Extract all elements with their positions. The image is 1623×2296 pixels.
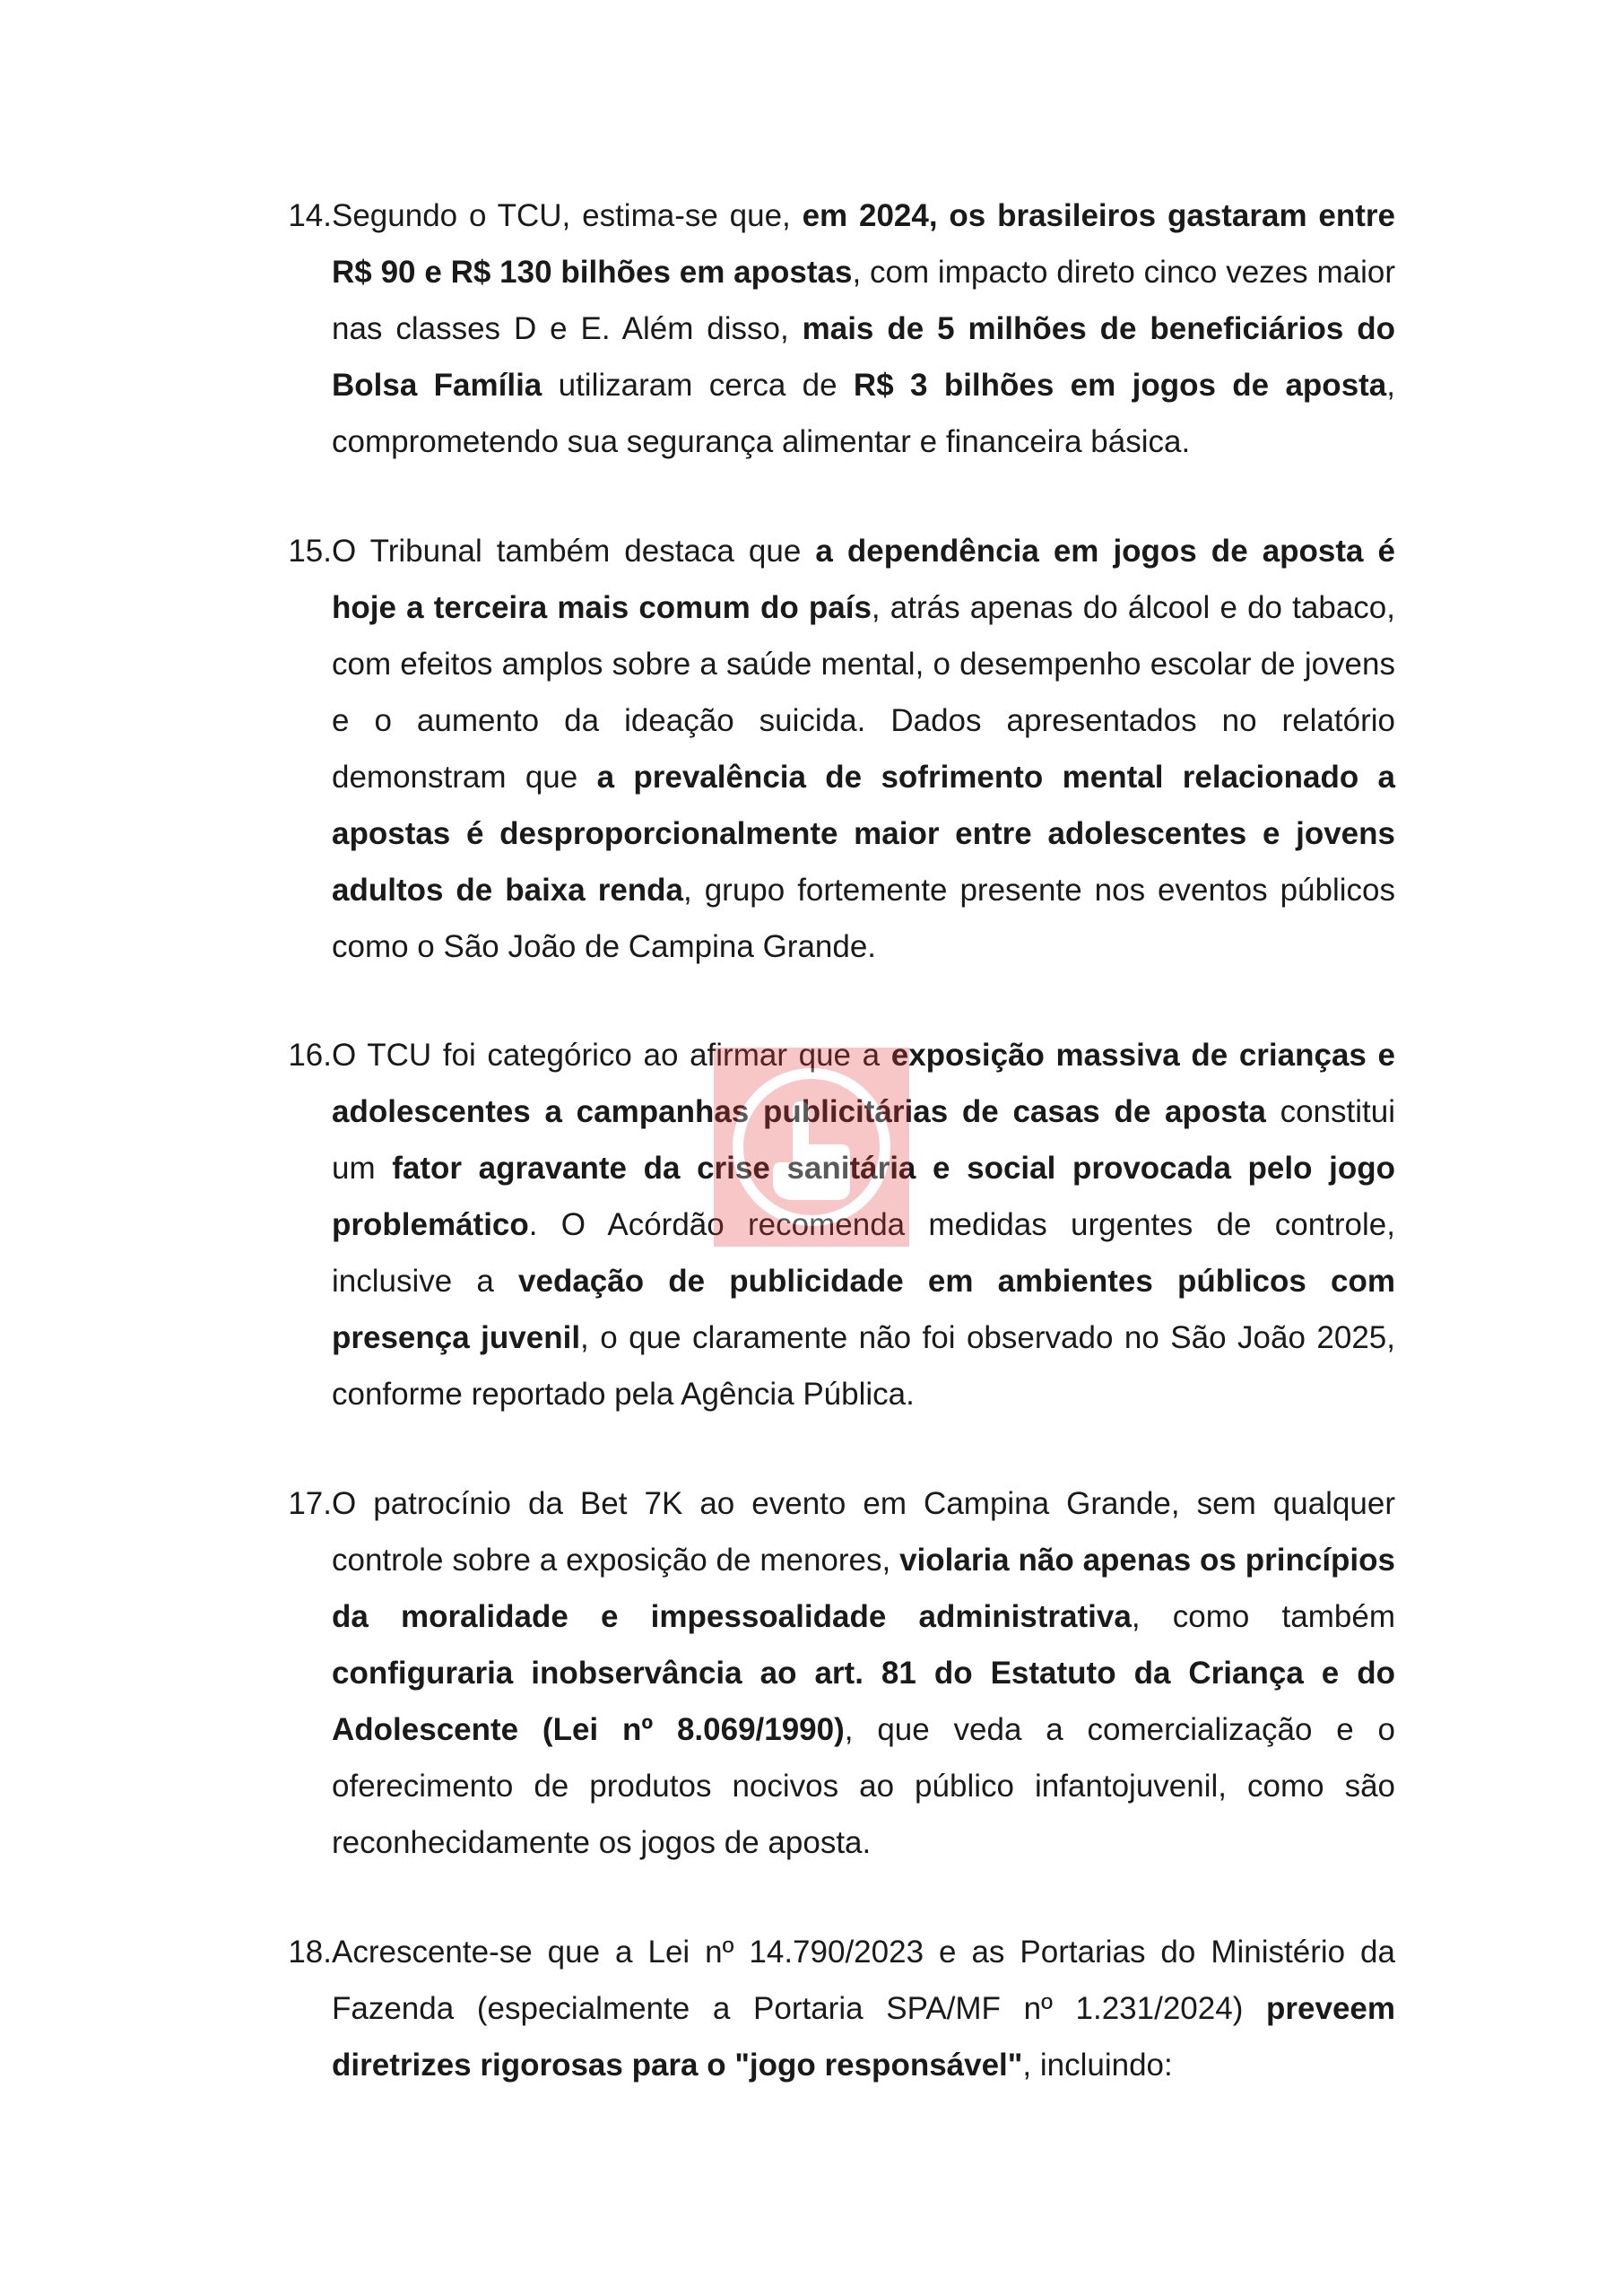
text-segment: , atrás apenas do álcool e do tabaco, com efeitos amplos sobre a saúde mental, o desempenho escolar de jovens e o aumento da ideação suicida. Dados apresentados no relatório demonstram que: [332, 590, 1395, 795]
text-segment: constitui um: [332, 1094, 1395, 1186]
paragraph-text: [332, 1475, 1395, 1871]
bold-segment: configuraria inobservância ao art. 81 do Estatuto da Criança e do Adolescente (Lei nº 8.069/1990): [332, 1656, 1395, 1747]
bold-segment: em 2024, os brasileiros gastaram entre R$ 90 e R$ 130 bilhões em apostas: [332, 198, 1395, 290]
paragraph-text: [332, 1027, 1395, 1422]
paragraph-text: [332, 523, 1395, 975]
text-segment: , grupo fortemente presente nos eventos públicos como o São João de Campina Grande.: [332, 873, 1396, 964]
bold-segment: preveem diretrizes rigorosas para o "jogo responsável": [332, 1991, 1395, 2083]
bold-segment: R$ 3 bilhões em jogos de aposta: [853, 368, 1387, 403]
bold-segment: violaria não apenas os princípios da moralidade e impessoalidade administrativa: [332, 1543, 1395, 1634]
text-segment: O patrocínio da Bet 7K ao evento em Campina Grande, sem qualquer controle sobre a exposição de menores,: [332, 1486, 1395, 1578]
text-segment: , com impacto direto cinco vezes maior nas classes D e E. Além disso,: [332, 255, 1395, 346]
paragraph-number: 17.: [288, 1486, 332, 1521]
text-segment: Segundo o TCU, estima-se que,: [332, 198, 803, 233]
text-segment: , como também: [1131, 1599, 1395, 1634]
text-segment: utilizaram cerca de: [542, 368, 854, 403]
text-segment: , o que claramente não foi observado no São João 2025, conforme reportado pela Agência Pública.: [332, 1320, 1395, 1412]
text-segment: O TCU foi categórico ao afirmar que a: [332, 1038, 891, 1073]
bold-segment: a prevalência de sofrimento mental relacionado a apostas é desproporcionalmente maior entre adolescentes e jovens adultos de baixa renda: [332, 760, 1395, 908]
text-segment: , que veda a comercialização e o oferecimento de produtos nocivos ao público infantojuvenil, como são reconhecidamente os jogos de aposta.: [332, 1712, 1395, 1860]
paragraph-number: 16.: [288, 1038, 332, 1073]
paragraph-text: [332, 187, 1395, 470]
text-segment: Acrescente-se que a Lei nº 14.790/2023 e as Portarias do Ministério da Fazenda (especialmente a Portaria SPA/MF nº 1.231/2024): [332, 1935, 1395, 2026]
paragraph-number: 15.: [288, 534, 332, 569]
text-segment: O Tribunal também destaca que: [332, 534, 816, 569]
bold-segment: exposição massiva de crianças e adolescentes a campanhas publicitárias de casas de aposta: [332, 1038, 1395, 1129]
text-segment: , comprometendo sua segurança alimentar e financeira básica.: [332, 368, 1396, 459]
text-segment: , incluindo:: [1022, 2048, 1173, 2083]
text-segment: . O Acórdão recomenda medidas urgentes de controle, inclusive a: [332, 1207, 1395, 1299]
bold-segment: vedação de publicidade em ambientes públicos com presença juvenil: [332, 1264, 1395, 1355]
paragraph-number: 14.: [288, 198, 332, 233]
paragraph-text: [332, 1924, 1395, 2093]
bold-segment: a dependência em jogos de aposta é hoje a terceira mais comum do país: [332, 534, 1396, 625]
bold-segment: mais de 5 milhões de beneficiários do Bolsa Família: [332, 311, 1395, 403]
paragraph-number: 18.: [288, 1935, 332, 1970]
bold-segment: fator agravante da crise sanitária e social provocada pelo jogo problemático: [332, 1151, 1395, 1242]
